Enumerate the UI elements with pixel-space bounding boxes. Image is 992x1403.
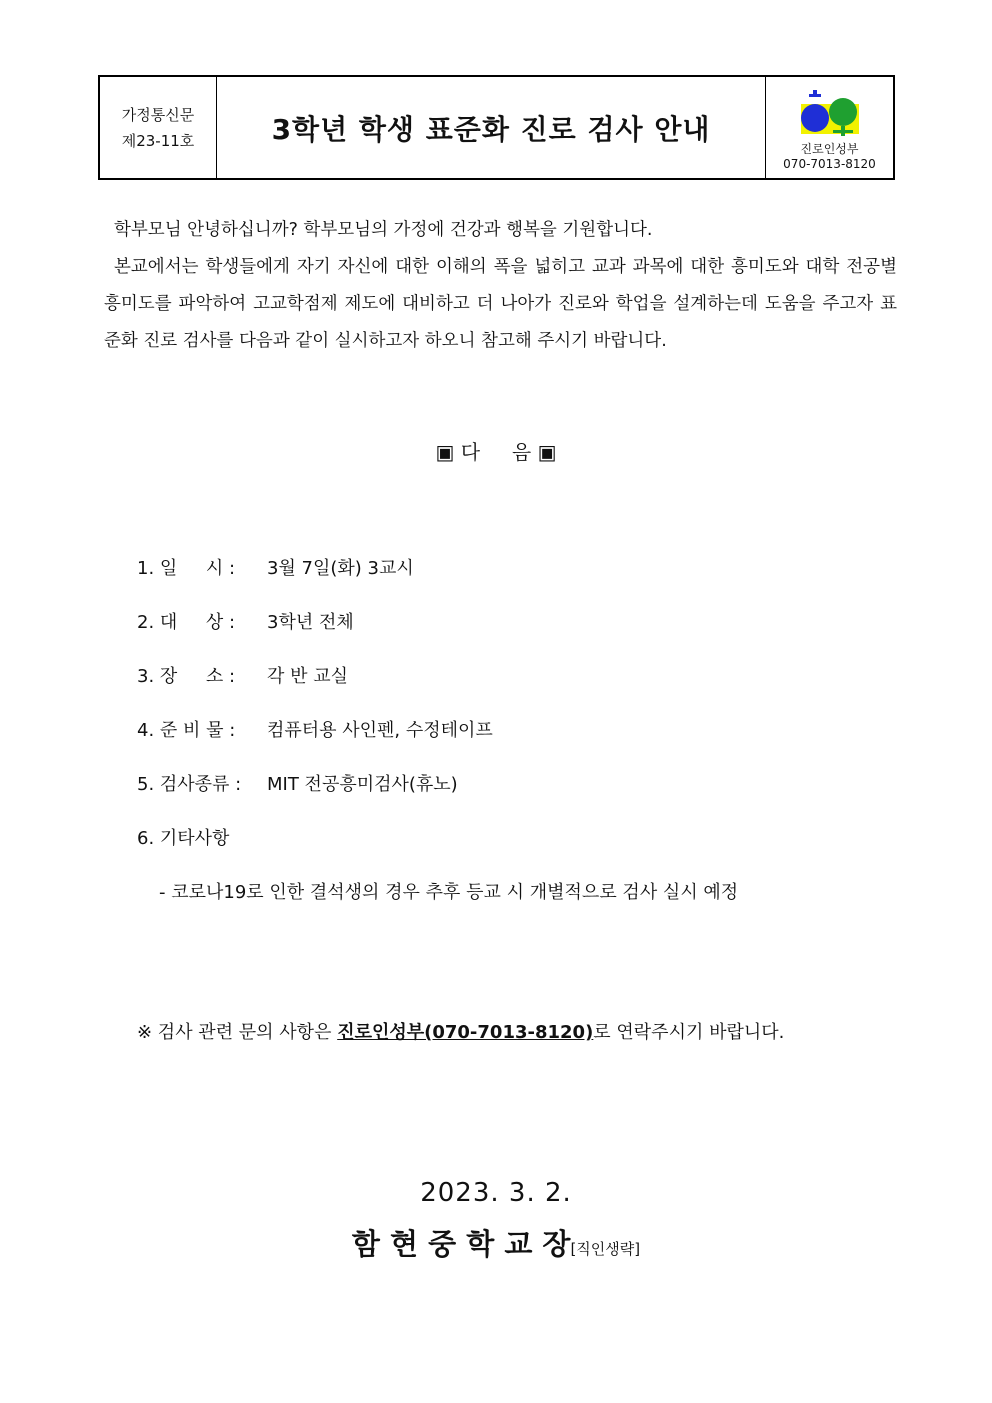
contact-note (137, 1018, 784, 1044)
item-value: 컴퓨터용 사인펜, 수정테이프 (267, 720, 493, 741)
item-label: 4. 준 비 물 : (137, 720, 242, 741)
list-item (137, 810, 897, 864)
doc-number: 제23-11호 (121, 131, 195, 150)
list-item (137, 648, 897, 702)
doc-info-cell (100, 77, 217, 178)
list-item (137, 756, 897, 810)
item-value: 3월 7일(화) 3교시 (267, 558, 414, 579)
signature (0, 1222, 992, 1263)
school-logo-icon (797, 88, 863, 138)
item-value: MIT 전공흥미검사(휴노) (267, 774, 458, 795)
item-label: 1. 일 시 : (137, 558, 241, 579)
list-item (137, 540, 897, 594)
contact-suffix: 로 연락주시기 바랍니다. (593, 1022, 785, 1043)
contact-prefix: ※ 검사 관련 문의 사항은 (137, 1022, 338, 1043)
item-label: 2. 대 상 : (137, 612, 241, 633)
section-heading: ▣ 다 음 ▣ (435, 440, 557, 464)
list-item (137, 702, 897, 756)
seal-note: [직인생략] (570, 1240, 641, 1258)
contact-highlight: 진로인성부(070-7013-8120) (337, 1022, 594, 1043)
document-header (98, 75, 895, 180)
item-label: 5. 검사종류 : (137, 774, 247, 795)
intro-text (104, 212, 897, 360)
intro-body: 본교에서는 학생들에게 자기 자신에 대한 이해의 폭을 넓히고 교과 과목에 대한 흥미도와 대학 전공별 흥미도를 파악하여 고교학점제 제도에 대비하고 더 나아가 진로와 학업을 설계하는데 도움을 주고자 표준화 진로 검사를 다음과 같이 실시하고자 하오니 참고해 주시기 바랍니다. (104, 257, 897, 351)
sub-note: - 코로나19로 인한 결석생의 경우 추후 등교 시 개별적으로 검사 실시 예정 (159, 882, 739, 903)
dept-name: 진로인성부 (800, 142, 859, 156)
dept-cell (765, 77, 893, 178)
item-label: 3. 장 소 : (137, 666, 241, 687)
item-label: 6. 기타사항 (137, 828, 230, 849)
doc-type: 가정통신문 (121, 105, 195, 124)
page-title: 3학년 학생 표준화 진로 검사 안내 (271, 112, 711, 146)
dept-phone: 070-7013-8120 (783, 157, 876, 171)
item-value: 3학년 전체 (267, 612, 354, 633)
list-item (137, 594, 897, 648)
principal-name: 함 현 중 학 교 장 (351, 1227, 571, 1261)
intro-greeting: 학부모님 안녕하십니까? 학부모님의 가정에 건강과 행복을 기원합니다. (114, 220, 653, 240)
item-value: 각 반 교실 (267, 666, 348, 687)
details-list (137, 540, 897, 918)
issue-date: 2023. 3. 2. (420, 1178, 572, 1208)
